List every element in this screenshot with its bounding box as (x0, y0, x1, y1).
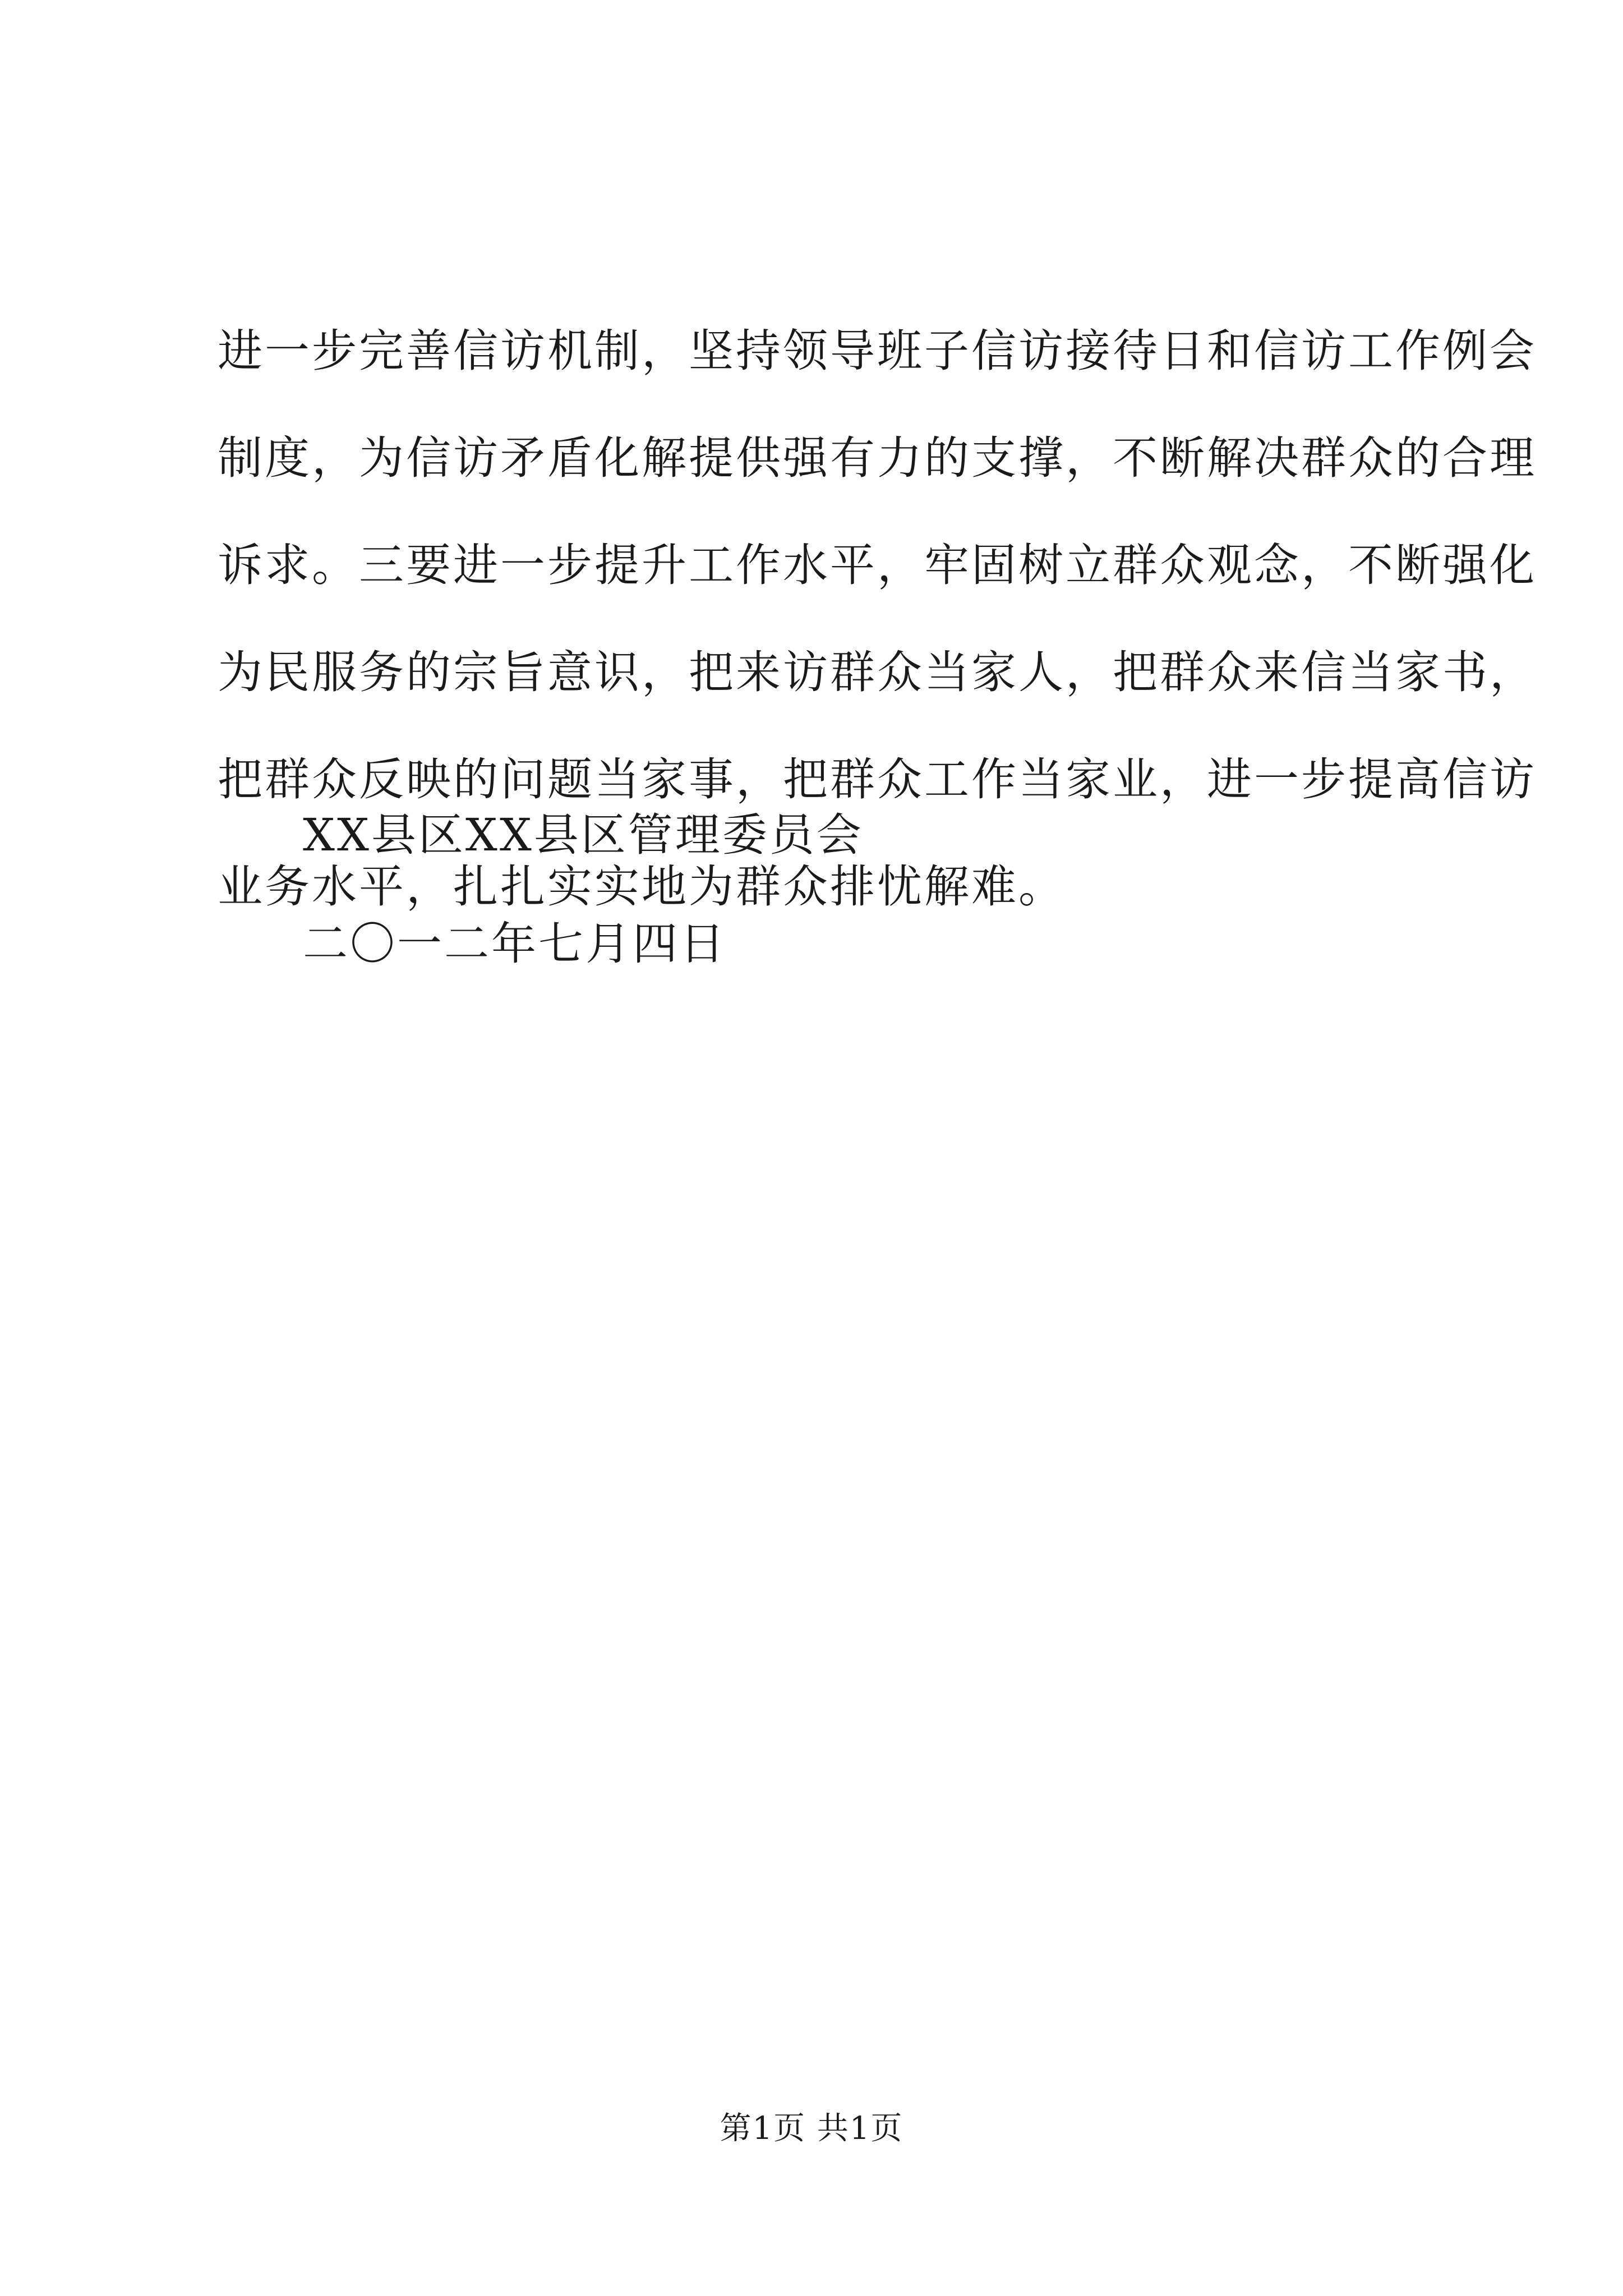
paragraph-line: 业务水平，扎扎实实地为群众排忧解难。 (218, 861, 1066, 913)
signature-organization: XX县区XX县区管理委员会 (303, 809, 864, 861)
signoff-block (303, 781, 864, 999)
signature-date: 二〇一二年七月四日 (303, 918, 727, 970)
paragraph-line: 制度，为信访矛盾化解提供强有力的支撑，不断解决群众的合理 (218, 432, 1537, 484)
paragraph-line: 诉求。三要进一步提升工作水平，牢固树立群众观念，不断强化 (218, 539, 1537, 591)
paragraph-line: 为民服务的宗旨意识，把来访群众当家人，把群众来信当家书， (218, 646, 1537, 698)
page-footer: 第1页 共1页 (720, 2110, 903, 2147)
paragraph-line: 把群众反映的问题当家事，把群众工作当家业，进一步提高信访 (218, 753, 1537, 806)
paragraph-line: 进一步完善信访机制，坚持领导班子信访接待日和信访工作例会 (218, 325, 1537, 377)
